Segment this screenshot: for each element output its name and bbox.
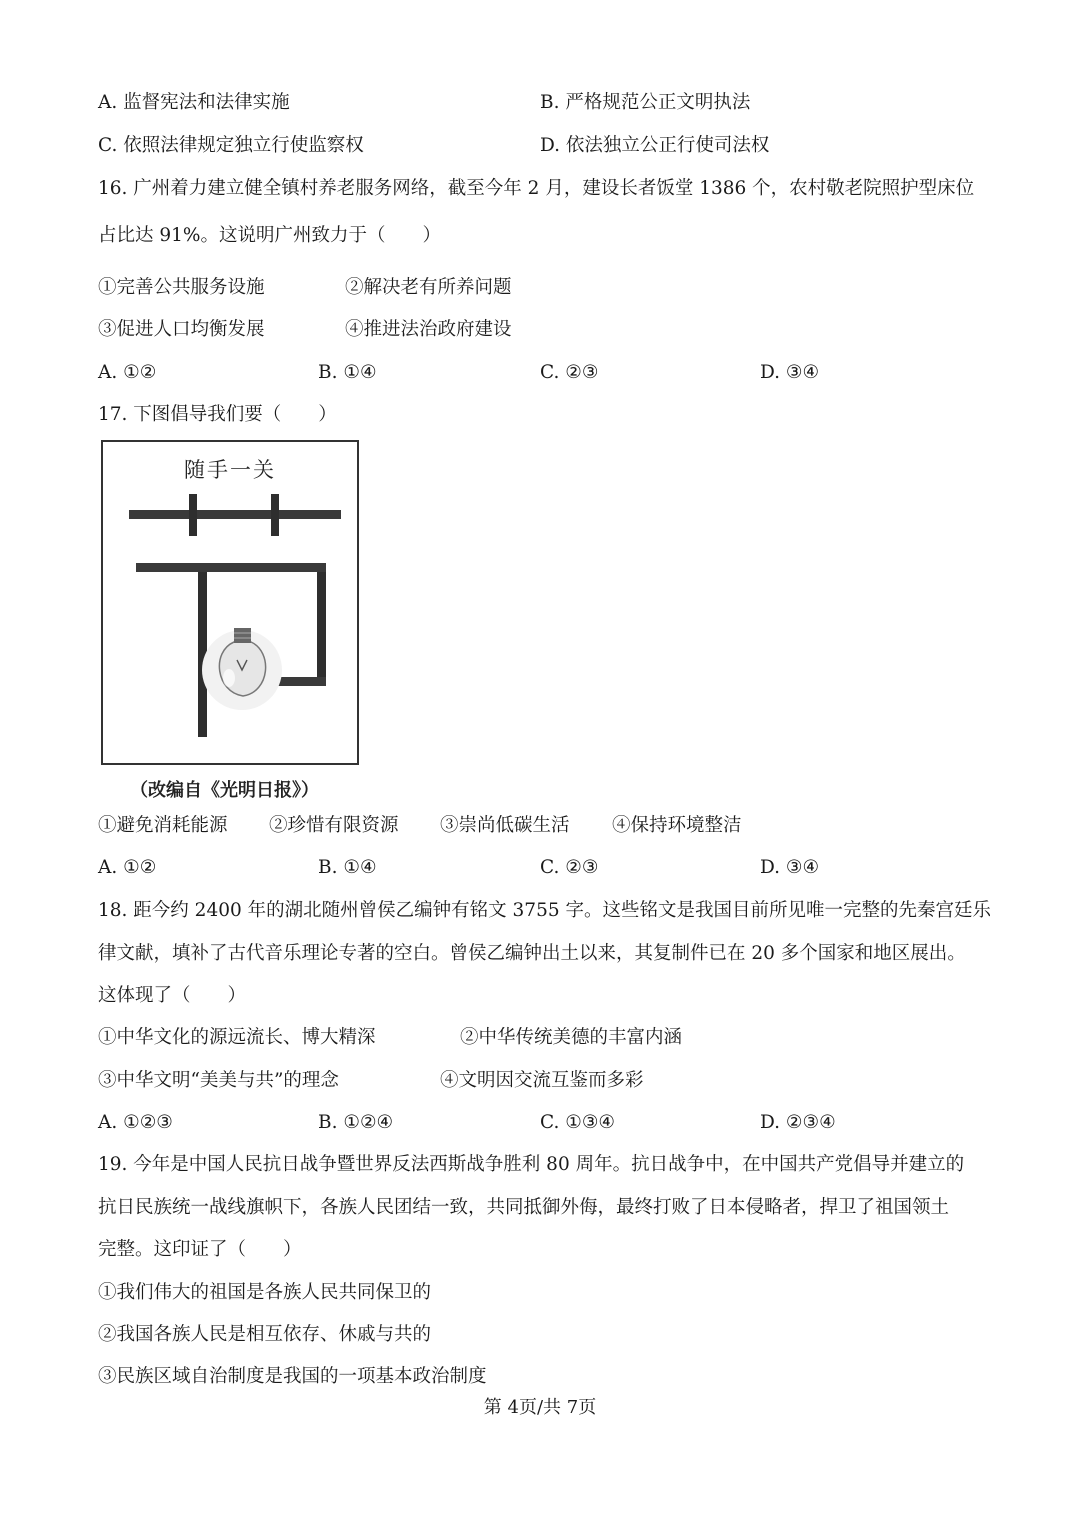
q15-option-b: B. 严格规范公正文明执法	[540, 92, 751, 113]
q16-option-b: B. ①④	[318, 362, 377, 383]
q18-stem-line2: 律文献，填补了古代音乐理论专著的空白。曾侯乙编钟出土以来，其复制件已在 20 多个国家和地区展出。	[98, 943, 966, 964]
q18-stem-line3: 这体现了（ ）	[98, 985, 247, 1006]
q18-option-d: D. ②③④	[760, 1112, 836, 1133]
q18-statement-2: ②中华传统美德的丰富内涵	[460, 1027, 683, 1048]
q18-statement-1: ①中华文化的源远流长、博大精深	[98, 1027, 376, 1048]
q16-option-a: A. ①②	[98, 362, 157, 383]
light-switch-bulb-illustration	[103, 442, 357, 763]
q17-statement-2: ②珍惜有限资源	[269, 815, 399, 836]
q17-option-c: C. ②③	[540, 857, 599, 878]
q16-stem-line1: 16. 广州着力建立健全镇村养老服务网络，截至今年 2 月，建设长者饭堂 1386 个，农村敬老院照护型床位	[98, 178, 975, 199]
q16-stem-line2: 占比达 91%。这说明广州致力于（ ）	[98, 225, 442, 246]
q17-statement-1: ①避免消耗能源	[98, 815, 228, 836]
q17-option-d: D. ③④	[760, 857, 820, 878]
q19-statement-3: ③民族区域自治制度是我国的一项基本政治制度	[98, 1366, 487, 1387]
q18-option-b: B. ①②④	[318, 1112, 394, 1133]
page-number: 第 4页/共 7页	[483, 1397, 597, 1418]
q19-statement-2: ②我国各族人民是相互依存、休戚与共的	[98, 1324, 432, 1345]
figure-title: 随手一关	[184, 458, 276, 482]
q19-stem-line1: 19. 今年是中国人民抗日战争暨世界反法西斯战争胜利 80 周年。抗日战争中，在中国共产党倡导并建立的	[98, 1154, 965, 1175]
q17-statement-4: ④保持环境整洁	[612, 815, 742, 836]
q18-stem-line1: 18. 距今约 2400 年的湖北随州曾侯乙编钟有铭文 3755 字。这些铭文是我国目前所见唯一完整的先秦宫廷乐	[98, 900, 991, 921]
q16-statement-3: ③促进人口均衡发展	[98, 319, 265, 340]
q17-statement-3: ③崇尚低碳生活	[440, 815, 570, 836]
q15-option-c: C. 依照法律规定独立行使监察权	[98, 135, 364, 156]
q19-stem-line3: 完整。这印证了（ ）	[98, 1239, 302, 1260]
q17-option-a: A. ①②	[98, 857, 157, 878]
q15-option-a: A. 监督宪法和法律实施	[98, 92, 290, 113]
q16-statement-1: ①完善公共服务设施	[98, 277, 265, 298]
figure-caption: （改编自《光明日报》）	[130, 780, 319, 801]
q17-stem: 17. 下图倡导我们要（ ）	[98, 404, 337, 425]
q18-option-c: C. ①③④	[540, 1112, 616, 1133]
q18-statement-4: ④文明因交流互鉴而多彩	[440, 1070, 644, 1091]
q15-option-d: D. 依法独立公正行使司法权	[540, 135, 770, 156]
q18-statement-3: ③中华文明“美美与共”的理念	[98, 1070, 339, 1091]
q19-stem-line2: 抗日民族统一战线旗帜下，各族人民团结一致，共同抵御外侮，最终打败了日本侵略者，捍卫了祖国领土	[98, 1197, 950, 1218]
q17-figure	[101, 440, 359, 765]
q16-statement-2: ②解决老有所养问题	[345, 277, 512, 298]
q18-option-a: A. ①②③	[98, 1112, 173, 1133]
q16-option-d: D. ③④	[760, 362, 820, 383]
q16-option-c: C. ②③	[540, 362, 599, 383]
q16-statement-4: ④推进法治政府建设	[345, 319, 512, 340]
q19-statement-1: ①我们伟大的祖国是各族人民共同保卫的	[98, 1282, 432, 1303]
q17-option-b: B. ①④	[318, 857, 377, 878]
